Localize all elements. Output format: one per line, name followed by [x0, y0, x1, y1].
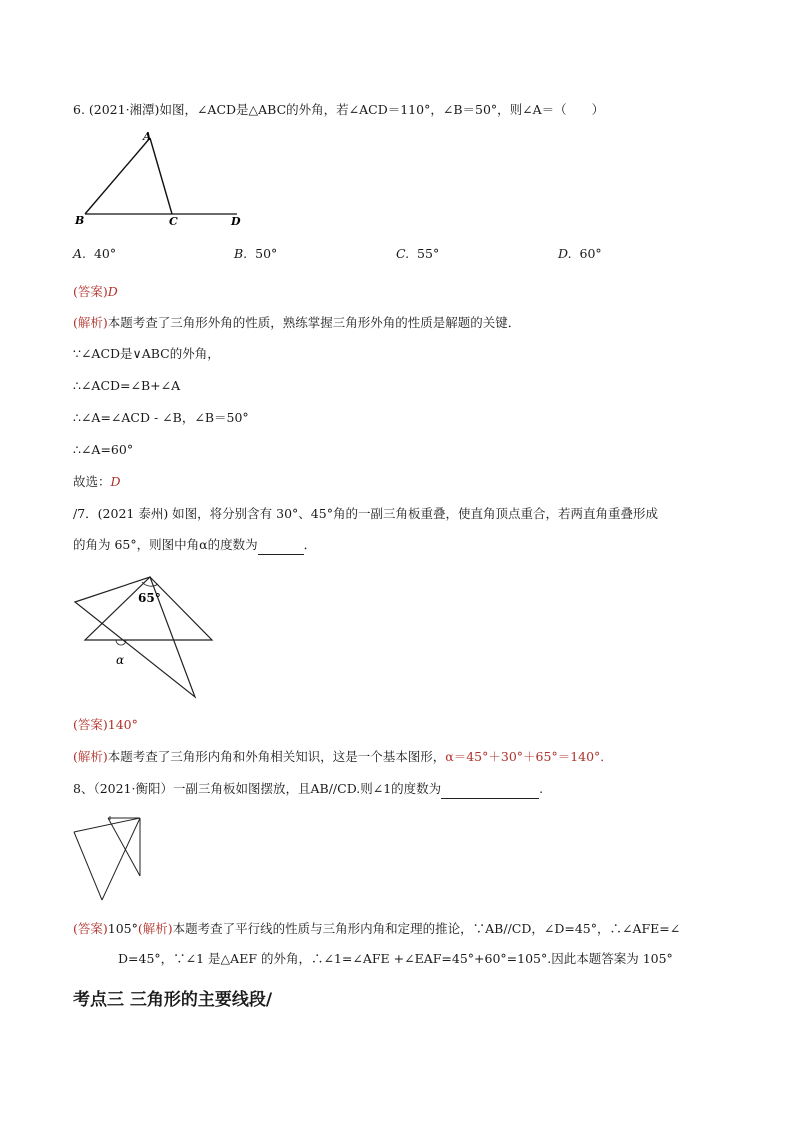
q8-answer-line2: D=45°，∵∠1 是△AEF 的外角，∴∠1=∠AFE +∠EAF=45°+60°=105°.因此本题答案为 105°: [118, 951, 673, 966]
q6-label-b: B: [75, 214, 85, 227]
q6-choice: 故选：D: [73, 474, 121, 489]
q6-label-a: A: [143, 130, 152, 143]
q7-answer: (答案)140°: [73, 717, 138, 732]
q7-stem-line1: /7．(2021 泰州) 如图，将分别含有 30°、45°角的一副三角板重叠，使直角顶点重合，若两直角重叠形成: [73, 506, 658, 521]
q7-analysis: (解析)本题考查了三角形内角和外角相关知识，这是一个基本图形，α＝45°＋30°＋65°＝140°．: [73, 749, 613, 764]
q6-option-b: B. 50°: [234, 246, 278, 261]
q6-label-d: D: [231, 215, 241, 228]
q8-set-squares-figure: [72, 812, 152, 907]
q6-step-3: ∴∠A=∠ACD - ∠B，∠B＝50°: [73, 410, 249, 425]
q8-answer-line1: (答案)105°(解析)本题考查了平行线的性质与三角形内角和定理的推论，∵AB//CD，∠D=45°，∴∠AFE=∠: [73, 921, 681, 936]
q8-blank: [441, 780, 539, 799]
q6-stem: 6. (2021·湘潭)如图，∠ACD是△ABC的外角，若∠ACD＝110°，∠B＝50°，则∠A＝（ ）: [73, 102, 605, 117]
q6-step-2: ∴∠ACD=∠B+∠A: [73, 378, 181, 393]
section-heading: 考点三 三角形的主要线段/: [73, 990, 273, 1010]
q6-step-1: ∵∠ACD是∨ABC的外角，: [73, 346, 220, 361]
q6-step-4: ∴∠A=60°: [73, 442, 134, 457]
q7-triangles-figure: [70, 572, 220, 707]
q6-option-d: D. 60°: [558, 246, 602, 261]
q6-triangle-figure: [73, 130, 253, 230]
q7-angle-label: 65°: [138, 591, 161, 605]
q8-stem: 8、（2021·衡阳）一副三角板如图摆放，且AB//CD.则∠1的度数为 .: [73, 780, 543, 799]
q6-option-a: A. 40°: [73, 246, 117, 261]
q6-label-c: C: [169, 215, 178, 228]
q7-blank: [258, 536, 304, 555]
q6-option-c: C. 55°: [396, 246, 440, 261]
q7-stem-line2: 的角为 65°，则图中角α的度数为 ．: [73, 536, 316, 555]
q7-alpha-label: α: [116, 653, 125, 667]
q6-answer: (答案)D: [73, 284, 118, 299]
q6-analysis: (解析)本题考查了三角形外角的性质，熟练掌握三角形外角的性质是解题的关键．: [73, 315, 521, 330]
